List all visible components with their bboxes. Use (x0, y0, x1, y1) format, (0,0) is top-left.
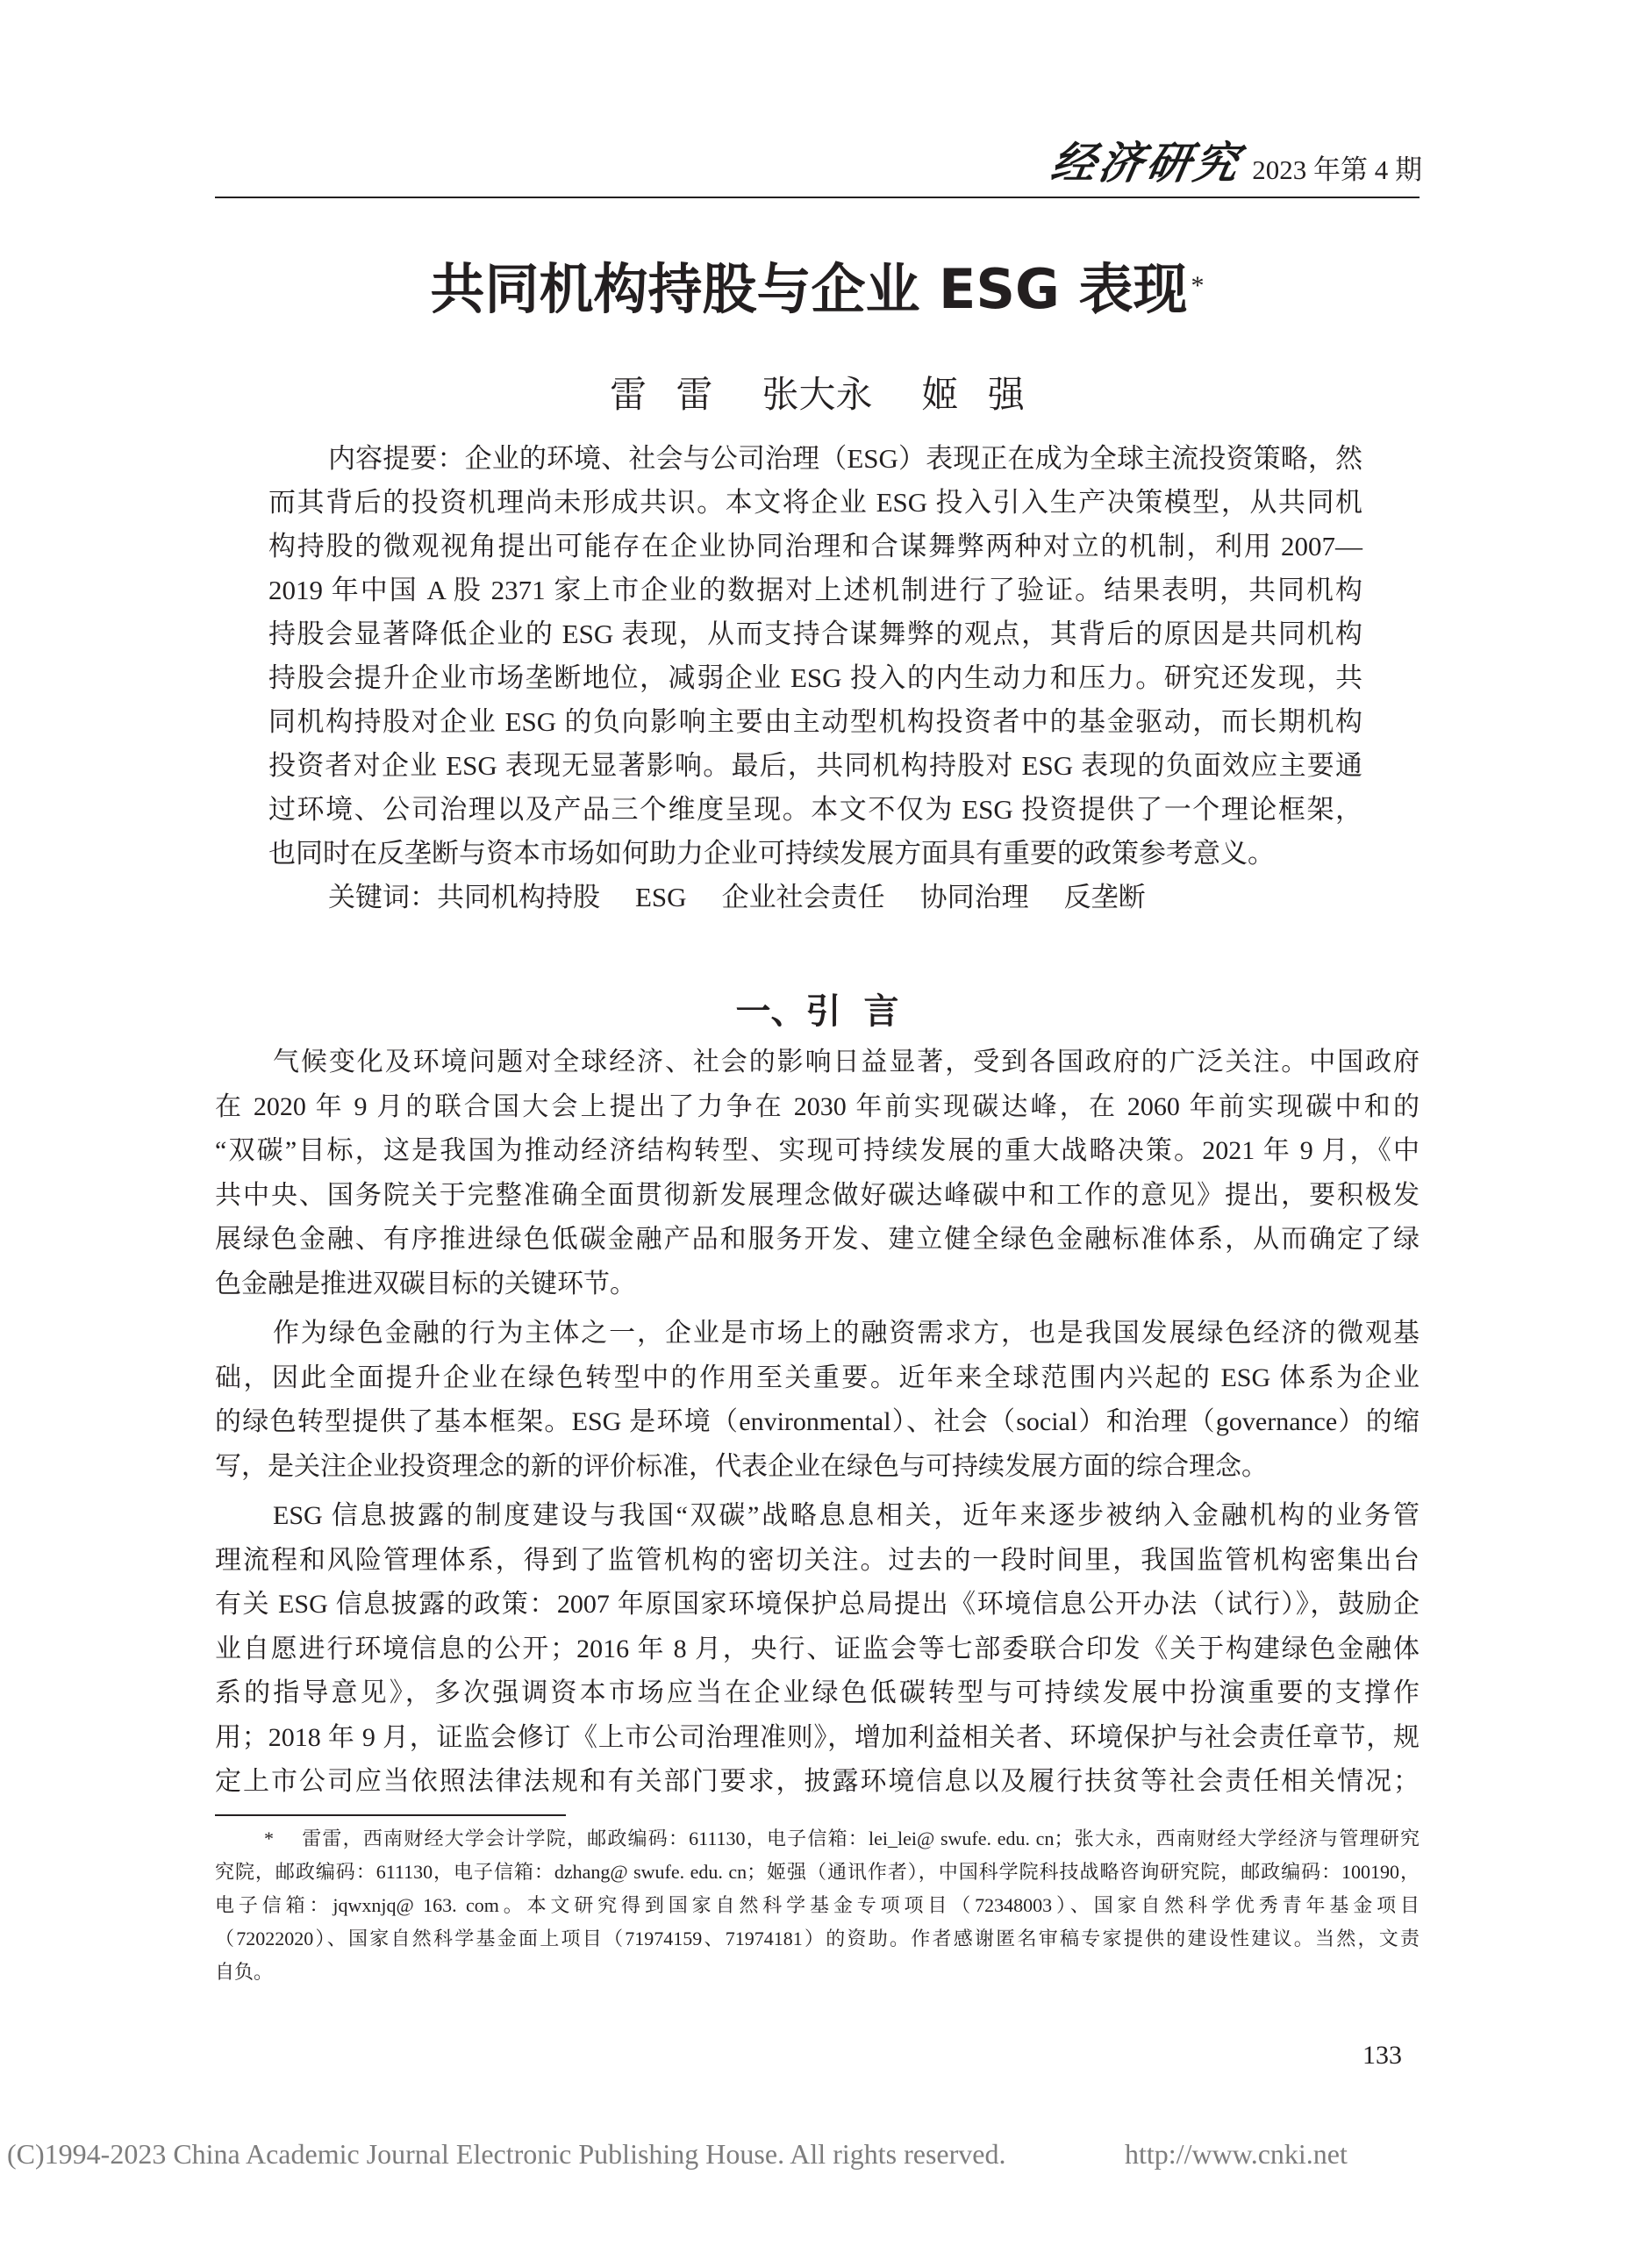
footnote-text: 自负。 (215, 1961, 274, 1983)
running-header (1048, 137, 1422, 190)
footnote-line (215, 1856, 1420, 1889)
keyword: 协同治理 (919, 882, 1029, 912)
abstract-line (268, 481, 1362, 525)
body-line: 有关 ESG 信息披露的政策：2007 年原国家环境保护总局提出《环境信息公开办法（试行）》，鼓励企 (215, 1590, 1420, 1619)
footnote-rule (215, 1814, 566, 1816)
body-line: 气候变化及环境问题对全球经济、社会的影响日益显著，受到各国政府的广泛关注。中国政府 (273, 1048, 1420, 1077)
footnote-lines (215, 1822, 1420, 1989)
footnote-text: （72022020）、国家自然科学基金面上项目（71974159、71974181）的资助。作者感谢匿名审稿专家提供的建设性建议。当然，文责 (215, 1928, 1420, 1949)
paragraph (215, 1494, 1420, 1805)
keyword: 反垄断 (1063, 882, 1146, 912)
author-name: 雷 雷 (610, 373, 713, 416)
keywords-label: 关键词： (328, 882, 437, 913)
abstract-line-text: 过环境、公司治理以及产品三个维度呈现。本文不仅为 ESG 投资提供了一个理论框架， (268, 794, 1362, 825)
watermark-url: http://www.cnki.net (1125, 2138, 1348, 2170)
abstract-line-text: 持股会显著降低企业的 ESG 表现，从而支持合谋舞弊的观点，其背后的原因是共同机构 (268, 619, 1362, 649)
footnote-text: 雷雷，西南财经大学会计学院，邮政编码：611130，电子信箱：lei_lei@ swufe. edu. cn；张大永，西南财经大学经济与管理研究 (301, 1828, 1420, 1849)
issue-label: 2023 年第 4 期 (1252, 154, 1422, 185)
abstract-line-text: 构持股的微观视角提出可能存在企业协同治理和合谋舞弊两种对立的机制，利用 2007— (268, 531, 1362, 562)
abstract-line (268, 744, 1362, 788)
paragraph (215, 1312, 1420, 1489)
author-name: 张大永 (762, 373, 873, 416)
abstract-line-text: 同机构持股对企业 ESG 的负向影响主要由主动型机构投资者中的基金驱动，而长期机构 (268, 706, 1362, 737)
body-line: 理流程和风险管理体系，得到了监管机构的密切关注。过去的一段时间里，我国监管机构密集出台 (215, 1545, 1420, 1575)
footnote-line (215, 1889, 1420, 1922)
author-list (215, 368, 1420, 421)
keyword: 共同机构持股 (437, 882, 600, 912)
footnote-line (215, 1822, 1420, 1856)
paragraph (215, 1041, 1420, 1306)
body-line: 业自愿进行环境信息的公开；2016 年 8 月，央行、证监会等七部委联合印发《关于构建绿色金融体 (215, 1634, 1420, 1663)
author-name: 姬 强 (921, 373, 1025, 416)
footnote-line (215, 1956, 1420, 1989)
abstract-line-text: 也同时在反垄断与资本市场如何助力企业可持续发展方面具有重要的政策参考意义。 (268, 838, 1275, 869)
abstract-line-text: 投资者对企业 ESG 表现无显著影响。最后，共同机构持股对 ESG 表现的负面效应主要通 (268, 750, 1362, 781)
abstract-line (268, 832, 1362, 876)
body-line: 系的指导意见》，多次强调资本市场应当在企业绿色低碳转型与可持续发展中扮演重要的支撑作 (215, 1678, 1420, 1707)
abstract-line (268, 612, 1362, 656)
abstract-label: 内容提要： (328, 443, 465, 475)
abstract-line (268, 525, 1362, 569)
body-line: 用；2018 年 9 月，证监会修订《上市公司治理准则》，增加利益相关者、环境保护与社会责任章节，规 (215, 1722, 1420, 1752)
body-line: 的绿色转型提供了基本框架。ESG 是环境（environmental）、社会（social）和治理（governance）的缩 (215, 1407, 1420, 1436)
keyword: ESG (635, 882, 687, 912)
body-line: 作为绿色金融的行为主体之一，企业是市场上的融资需求方，也是我国发展绿色经济的微观基 (273, 1319, 1420, 1348)
abstract-line (268, 656, 1362, 700)
abstract-line-text: 2019 年中国 A 股 2371 家上市企业的数据对上述机制进行了验证。结果表明，共同机构 (268, 575, 1362, 605)
body-line: 共中央、国务院关于完整准确全面贯彻新发展理念做好碳达峰碳中和工作的意见》提出，要积极发 (215, 1180, 1420, 1210)
keywords-line (268, 876, 1362, 919)
body-line: ESG 信息披露的制度建设与我国“双碳”战略息息相关，近年来逐步被纳入金融机构的业务管 (273, 1501, 1420, 1530)
body-line: 定上市公司应当依照法律法规和有关部门要求，披露环境信息以及履行扶贫等社会责任相关情况； (215, 1767, 1420, 1796)
journal-logo: 经济研究 (1048, 137, 1247, 189)
body-line: 写，是关注企业投资理念的新的评价标准，代表企业在绿色与可持续发展方面的综合理念。 (215, 1451, 1268, 1481)
abstract-lines (268, 437, 1362, 876)
body-line: 色金融是推进双碳目标的关键环节。 (215, 1269, 636, 1298)
keyword: 企业社会责任 (721, 882, 885, 912)
body-line: 展绿色金融、有序推进绿色低碳金融产品和服务开发、建立健全绿色金融标准体系，从而确定了绿 (215, 1225, 1420, 1254)
footnote-text: 电子信箱：jqwxnjq@ 163. com。本文研究得到国家自然科学基金专项项目（72348003）、国家自然科学优秀青年基金项目 (215, 1894, 1420, 1916)
abstract (268, 437, 1362, 919)
body-line: “双碳”目标，这是我国为推动经济结构转型、实现可持续发展的重大战略决策。2021 年 9 月，《中 (215, 1136, 1420, 1165)
page-number: 133 (1362, 2041, 1402, 2070)
body-text (215, 1041, 1420, 1810)
footnote-mark: * (264, 1828, 274, 1849)
section-heading: 一、引 言 (735, 991, 899, 1032)
body-line: 础，因此全面提升企业在绿色转型中的作用至关重要。近年来全球范围内兴起的 ESG 体系为企业 (215, 1363, 1420, 1392)
header-rule (215, 197, 1420, 198)
article-title (215, 253, 1420, 326)
article-title-text: 共同机构持股与企业 ESG 表现 (430, 257, 1188, 321)
body-line: 在 2020 年 9 月的联合国大会上提出了力争在 2030 年前实现碳达峰，在 2060 年前实现碳中和的 (215, 1091, 1420, 1121)
watermark-copyright: (C)1994-2023 China Academic Journal Electronic Publishing House. All rights reserved. (7, 2138, 1006, 2170)
abstract-line-text: 持股会提升企业市场垄断地位，减弱企业 ESG 投入的内生动力和压力。研究还发现，共 (268, 662, 1362, 693)
footnote-text: 究院，邮政编码：611130，电子信箱：dzhang@ swufe. edu. cn；姬强（通讯作者），中国科学院科技战略咨询研究院，邮政编码：100190， (215, 1861, 1420, 1883)
abstract-line (268, 437, 1362, 481)
abstract-line (268, 788, 1362, 832)
abstract-line (268, 569, 1362, 612)
abstract-line (268, 700, 1362, 744)
title-footnote-mark: * (1191, 271, 1205, 300)
abstract-line-text: 企业的环境、社会与公司治理（ESG）表现正在成为全球主流投资策略，然 (464, 443, 1363, 474)
abstract-line-text: 而其背后的投资机理尚未形成共识。本文将企业 ESG 投入引入生产决策模型，从共同机 (268, 487, 1362, 518)
footnote-line (215, 1922, 1420, 1956)
